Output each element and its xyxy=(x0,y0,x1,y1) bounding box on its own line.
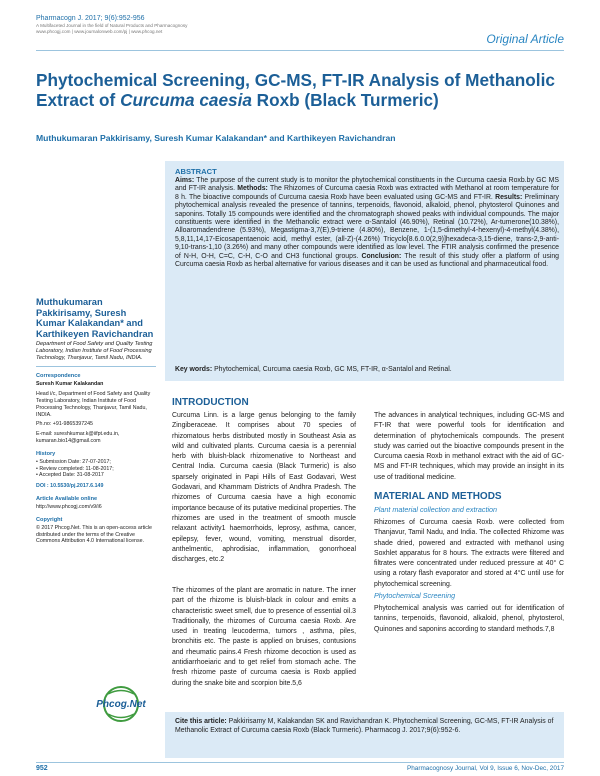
aims-label: Aims: xyxy=(175,177,195,184)
doi[interactable]: DOI : 10.5530/pj.2017.6.149 xyxy=(36,483,104,490)
correspondence-name: Suresh Kumar Kalakandan xyxy=(36,381,104,388)
intro-paragraph-3: The advances in analytical techniques, including GC-MS and FT-IR that were powerful tools for identification and determination of phytochemicals compounds. The present study was carried out the bioactive compounds present in the Curcuma caesia Roxb in methanol extract with the aid of GC-MS and FT-IR techniques, which may provide an insight in its use of traditional medicine. xyxy=(374,412,564,481)
conclusion-text: The result of this study offer a platform of using Curcuma caesia Roxb as herbal alternative for various diseases and it can be used as functional and pharmaceutical food. xyxy=(175,252,559,269)
paper-title xyxy=(36,70,576,110)
title-species: Curcuma caesia xyxy=(120,90,252,110)
intro-paragraph-2: The rhizomes of the plant are aromatic in nature. The inner part of the rhizome is bluish-black in colour and emits a characteristic sweet smell, due to presence of essential oil.3 Traditionally, the rhizomes of Curcuma caesia Roxb. Are used in treating leucoderma, tumors , asthma, piles, bronchitis etc. The paste is applied on bruises, contusions and rheumatic pains.4 Fresh rhizome decoction is used as antidiarrhoeiaric and to get relief from stomach ache. The fresh rhizome paste of curcuma caesia is Roxb applied during the snake bite and scorpion bite.5,6 xyxy=(172,587,356,687)
article-type-label: Original Article xyxy=(486,32,564,46)
sidebar-author-names: Muthukumaran Pakkirisamy, Suresh Kumar Kalakandan* and Karthikeyen Ravichandran xyxy=(36,297,154,339)
online-label: Article Available online xyxy=(36,495,98,502)
sidebar-affiliation: Department of Food Safety and Quality Testing Laboratory, Indian Institute of Food Processing Technology, Thanjavur, Tamil Nadu, INDIA. xyxy=(36,341,153,362)
materials-methods-heading: MATERIAL AND METHODS xyxy=(374,491,502,502)
journal-tagline: A Multifaceted Journal in the field of Natural Products and Pharmacognosy xyxy=(36,23,188,28)
copyright-text: © 2017 Phcog.Net. This is an open-access article distributed under the terms of the Creative Commons Attribution 4.0 International license. xyxy=(36,524,152,545)
journal-citation-line: Pharmacogn J. 2017; 9(6):952-956 xyxy=(36,15,145,22)
history-item: • Accepted Date: 31-08-2017 xyxy=(36,472,104,479)
author-sidebar xyxy=(36,297,156,545)
author-list: Muthukumaran Pakkirisamy, Suresh Kumar Kalakandan* and Karthikeyen Ravichandran xyxy=(36,133,396,143)
title-suffix: Roxb (Black Turmeric) xyxy=(251,90,439,110)
footer-journal: Pharmacognosy Journal, Vol 9, Issue 6, Nov-Dec, 2017 xyxy=(406,765,564,772)
phcog-net-logo xyxy=(86,685,156,723)
correspondence-address: Head i/c, Department of Food Safety and Quality Testing Laboratory, Indian Institute of Food Processing Technology, Thanjavur, Tamil Nadu, INDIA. xyxy=(36,391,151,418)
header-divider xyxy=(36,50,564,51)
methods-label: Methods: xyxy=(237,185,268,193)
sidebar-divider xyxy=(36,366,156,367)
correspondence-label: Correspondence xyxy=(36,373,81,380)
correspondence-phone: Ph.no: +91-9865397245 xyxy=(36,421,93,428)
methods-text: The Rhizomes of Curcuma caesia Roxb was extracted with Methanol at room temperature for 8 h. The bioactive compounds of Curcuma caesia Roxb have been evaluated using GC-MS and FT-IR. xyxy=(175,185,559,201)
page-number: 952 xyxy=(36,765,48,772)
logo-wordmark: Phcog.Net xyxy=(96,699,146,710)
introduction-heading: INTRODUCTION xyxy=(172,397,249,408)
citation-label: Cite this article: xyxy=(175,718,227,725)
copyright-label: Copyright xyxy=(36,516,63,523)
keywords xyxy=(175,366,559,373)
keywords-text: Phytochemical, Curcuma caesia Roxb, GC MS, FT-IR, α-Santalol and Retinal. xyxy=(212,366,452,373)
history-item: • Review completed: 11-08-2017; xyxy=(36,465,114,472)
phytochemical-screening-paragraph: Phytochemical analysis was carried out for identification of tannins, terpenoids, flavonoid, alkaloid, phenol, phytosterol, Quinones and saponins according to standard methods.7,8 xyxy=(374,605,564,633)
citation-text xyxy=(175,718,557,735)
journal-urls: www.phcogj.com | www.journalonweb.com/pj | www.phcog.net xyxy=(36,29,163,34)
aims-text: The purpose of the current study is to monitor the phytochemical constituents in the Curcuma caesia Roxb.by GC MS and FT-IR analysis. xyxy=(175,177,559,193)
abstract-heading: ABSTRACT xyxy=(175,167,217,176)
results-label: Results: xyxy=(495,193,523,201)
keywords-label: Key words: xyxy=(175,366,213,373)
history-list xyxy=(36,459,156,479)
intro-paragraph-1: Curcuma Linn. is a large genus belonging to the family Zingiberaceae. It comprises about 70 species of rhizomatous herbs distributed mostly in Southeast Asia as wild and cultivated plants. Curcuma caesia is a perennial herb with bluish-black rhizomenative to Northeast and Central India. Curcuma caesia (Black Turmeric) is also sparsely originated in Papi Hills of East Godavari, West Godavari, and Khammam Districts of Andhra Pradesh. The rhizomes of Curcuma caesia have a high economic importance because of its putative medicinal properties. The rhizomes are used in the treatment of smooth muscle relaxant activity1 haemorrhoids, leprosy, asthma, cancer, epilepsy, fever, wound, vomiting, menstrual disorder, anthelmentic, aphrodisiac, inflammation, gonorrhoeal discharges, etc.2 xyxy=(172,412,356,564)
history-item: • Submission Date: 27-07-2017; xyxy=(36,458,111,465)
plant-material-subheading: Plant material collection and extraction xyxy=(374,505,498,514)
journal-subtitle xyxy=(36,23,286,35)
phytochemical-screening-subheading: Phytochemical Screening xyxy=(374,591,456,600)
results-text: Preliminary phytochemical analysis revealed the presence of tannins, terpenoids, flavonoid, alkaloid, phenol, phytosterol Quinones and saponins. Totally 15 compounds were identified and the chromatograph showed peaks with individual compounds. The major constituents were identified in the Methanolic extract were α-Santalol (46.90%), Retinal (10.72%), Ar-tumerone(10.38%), Alloaromadendrene (5.93%), Megastigma-3,7(E),9-triene (4.80%), Benzene, 1-(1,5-dimethyl-4-hexenyl)-4-methyl(4.38%), 5,8,11,14,17-Eicosapentaenoic acid, methyl ester, (all-Z)-(4.26%) Tricyclo[8.6.0.0(2,9)]hexadeca-3,15-diene, trans-2,9-anti-9,10-trans-1,10 (3.26%) and many other compounds were identified as low level. The FTIR analysis confirmed the presence of N-H, O-H, C=C, C-H, C-O and CH3 functional groups. xyxy=(175,193,559,260)
abstract-body xyxy=(175,177,559,269)
conclusion-label: Conclusion: xyxy=(361,252,402,260)
online-url[interactable]: http://www.phcogj.com/v9/i6 xyxy=(36,503,102,510)
correspondence-email: E-mail: sureshkumar.k@iifpt.edu.in, kumaran.bio14@gmail.com xyxy=(36,431,120,444)
history-label: History xyxy=(36,450,56,457)
footer-divider xyxy=(36,762,564,763)
title-main: Phytochemical Screening, GC-MS, FT-IR Analysis of Methanolic Extract of xyxy=(36,70,555,110)
plant-material-paragraph: Rhizomes of Curcuma caesia Roxb. were collected from Thanjavur, Tamil Nadu, and India. The collected Rhizome was shade dried, powered and extracted with methanol using Soxhlet apparatus for 8 hours. The extracts were filtered and filtrates were concentrated under reduced pressure at 40° C using a rotary flash evaporator and stored at 4°C until use for phytochemical screening. xyxy=(374,519,564,588)
citation-body: Pakkirisamy M, Kalakandan SK and Ravichandran K. Phytochemical Screening, GC-MS, FT-IR Analysis of Methanolic Extract of Curcuma caesia Roxb (Black Turmeric). Pharmacog J. 2017;9(6):952-6. xyxy=(175,718,554,734)
